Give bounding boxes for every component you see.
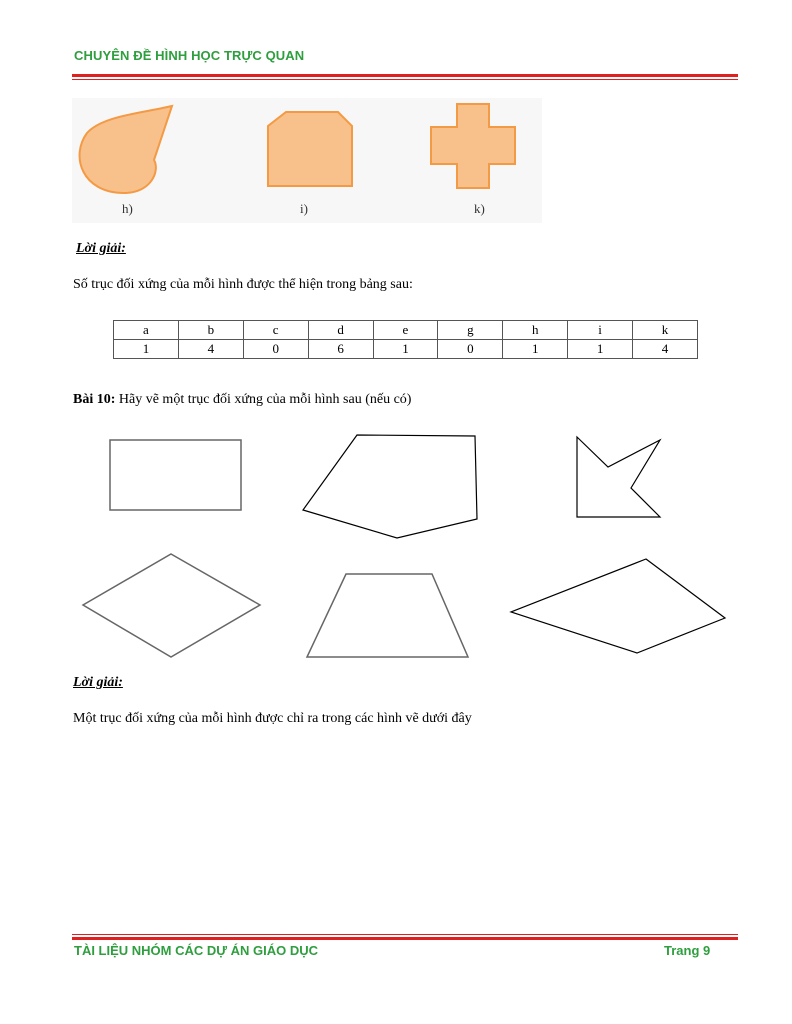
header-rule-top xyxy=(72,74,738,77)
footer-left: TÀI LIỆU NHÓM CÁC DỰ ÁN GIÁO DỤC xyxy=(74,943,319,958)
label-k: k) xyxy=(474,201,485,216)
label-i: i) xyxy=(300,201,308,216)
table-cell: 1 xyxy=(503,340,568,359)
table-header-row xyxy=(114,321,698,340)
table-cell: d xyxy=(308,321,373,340)
exercise-10-text: Hãy vẽ một trục đối xứng của mỗi hình sau (nếu có) xyxy=(115,392,412,407)
page-number: Trang 9 xyxy=(664,943,711,958)
table-cell: 6 xyxy=(308,340,373,359)
shape-rhombus xyxy=(83,554,260,657)
table-cell: 0 xyxy=(243,340,308,359)
table-cell: k xyxy=(633,321,698,340)
orange-shapes-figure xyxy=(72,98,542,223)
solution-text-2: Một trục đối xứng của mỗi hình được chỉ ra trong các hình vẽ dưới đây xyxy=(73,711,472,726)
table-cell: g xyxy=(438,321,503,340)
label-h: h) xyxy=(122,201,133,216)
solution-text-1: Số trục đối xứng của mỗi hình được thể hiện trong bảng sau: xyxy=(73,277,413,292)
shape-i-octagon xyxy=(268,112,352,186)
table-cell: h xyxy=(503,321,568,340)
table-cell: e xyxy=(373,321,438,340)
table-cell: 4 xyxy=(633,340,698,359)
shape-trapezoid xyxy=(307,574,468,657)
table-cell: 1 xyxy=(373,340,438,359)
footer-rule-top xyxy=(72,934,738,935)
shape-arrow-shape xyxy=(577,437,660,517)
solution-heading-2: Lời giải: xyxy=(73,675,123,690)
table-value-row xyxy=(114,340,698,359)
symmetry-axes-table xyxy=(113,320,698,359)
shape-pentagon xyxy=(303,435,477,538)
shape-rectangle xyxy=(110,440,241,510)
table-cell: b xyxy=(178,321,243,340)
table-cell: 1 xyxy=(114,340,179,359)
solution-heading-1: Lời giải: xyxy=(76,241,126,256)
exercise-10 xyxy=(73,392,411,408)
table-cell: 0 xyxy=(438,340,503,359)
exercise-10-label: Bài 10: xyxy=(73,392,116,407)
table-cell: 4 xyxy=(178,340,243,359)
outline-shapes-figure xyxy=(0,425,792,665)
table-cell: i xyxy=(568,321,633,340)
table-cell: c xyxy=(243,321,308,340)
table-cell: a xyxy=(114,321,179,340)
shape-kite xyxy=(511,559,725,653)
footer-rule-bottom xyxy=(72,937,738,940)
header-title: CHUYÊN ĐỀ HÌNH HỌC TRỰC QUAN xyxy=(74,48,305,63)
table-cell: 1 xyxy=(568,340,633,359)
header-rule-bottom xyxy=(72,79,738,80)
